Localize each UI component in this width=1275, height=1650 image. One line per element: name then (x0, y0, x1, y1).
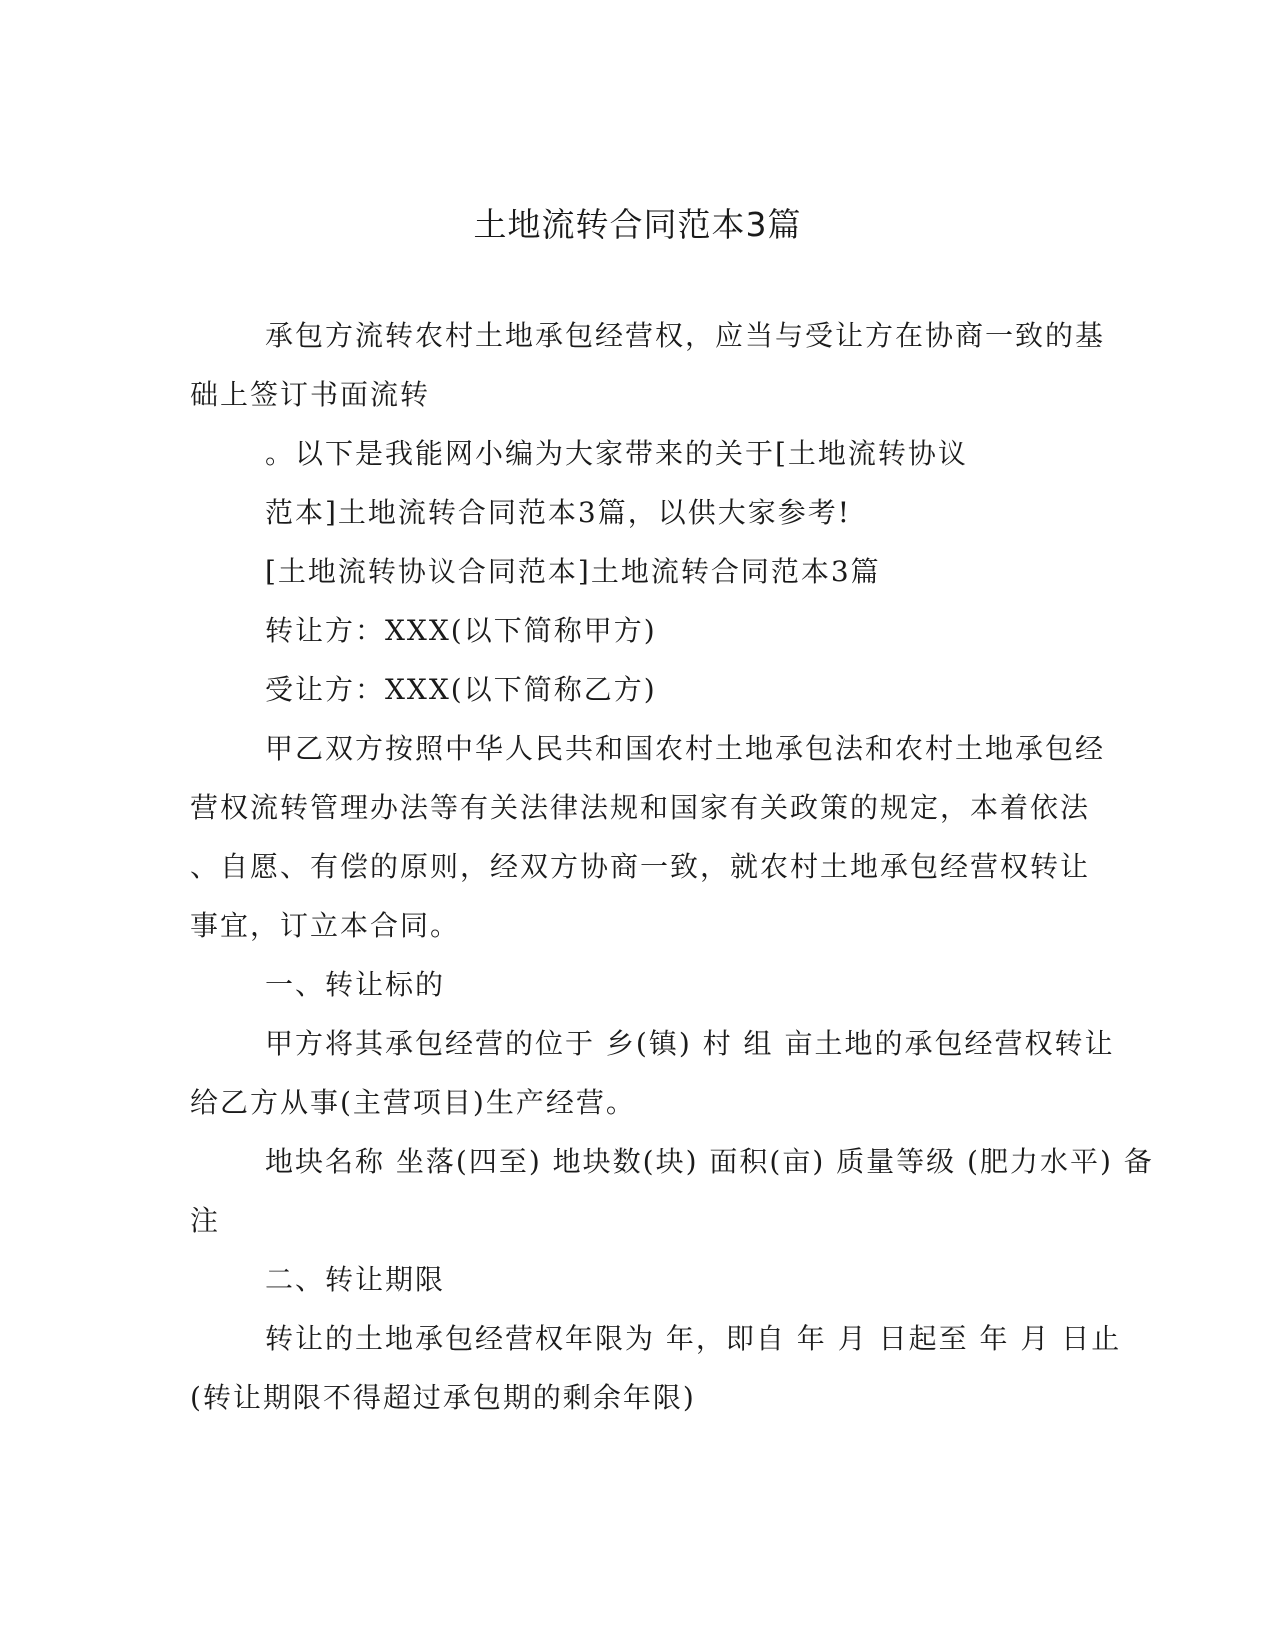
paragraph-line: 地块名称 坐落(四至) 地块数(块) 面积(亩) 质量等级 (肥力水平) 备 (265, 1145, 1154, 1178)
paragraph-line: 事宜，订立本合同。 (190, 909, 461, 942)
paragraph-line: 范本]土地流转合同范本3篇，以供大家参考! (265, 496, 851, 529)
paragraph-line: 础上签订书面流转 (190, 378, 431, 411)
paragraph-line: 承包方流转农村土地承包经营权，应当与受让方在协商一致的基 (265, 319, 1106, 352)
paragraph-line: 甲方将其承包经营的位于 乡(镇) 村 组 亩土地的承包经营权转让 (265, 1027, 1115, 1060)
paragraph-line: 转让的土地承包经营权年限为 年，即自 年 月 日起至 年 月 日止 (265, 1322, 1122, 1355)
paragraph-line: 营权流转管理办法等有关法律法规和国家有关政策的规定，本着依法 (190, 791, 1091, 824)
section-heading: 一、转让标的 (265, 968, 446, 1001)
paragraph-line: (转让期限不得超过承包期的剩余年限) (190, 1381, 696, 1414)
paragraph-line: 甲乙双方按照中华人民共和国农村土地承包法和农村土地承包经 (265, 732, 1106, 765)
document-title: 土地流转合同范本3篇 (473, 205, 802, 244)
paragraph-line: 给乙方从事(主营项目)生产经营。 (190, 1086, 636, 1119)
paragraph-line: 转让方：XXX(以下简称甲方) (265, 614, 657, 647)
paragraph-line: 注 (190, 1204, 221, 1237)
paragraph-line: 受让方：XXX(以下简称乙方) (265, 673, 657, 706)
paragraph-line: 。以下是我能网小编为大家带来的关于[土地流转协议 (265, 437, 968, 470)
paragraph-line: 、自愿、有偿的原则，经双方协商一致，就农村土地承包经营权转让 (190, 850, 1091, 883)
paragraph-line: [土地流转协议合同范本]土地流转合同范本3篇 (265, 555, 881, 588)
section-heading: 二、转让期限 (265, 1263, 446, 1296)
